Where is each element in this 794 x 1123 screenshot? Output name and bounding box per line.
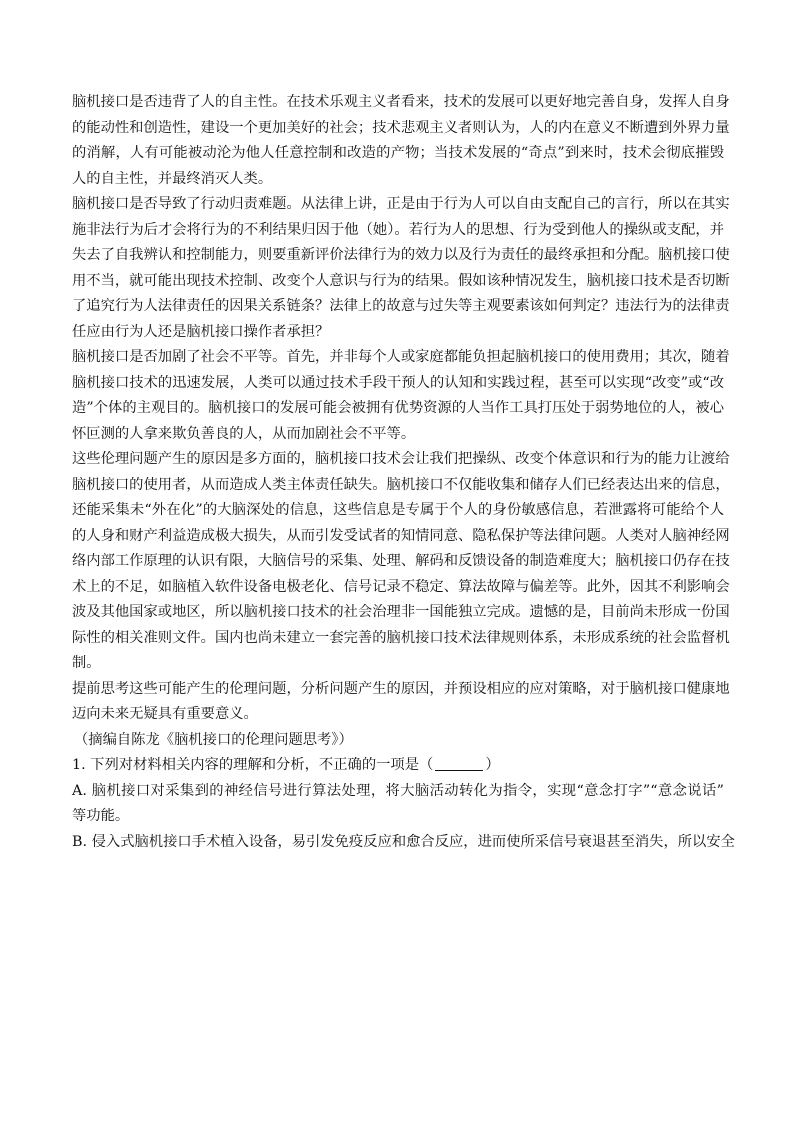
text-line: 失去了自我辨认和控制能力，则要重新评价法律行为的效力以及行为责任的最终承担和分配。脑机接口使	[72, 247, 730, 263]
text-line: 造”个体的主观目的。脑机接口的发展可能会被拥有优势资源的人当作工具打压处于弱势地位的人，被心	[72, 400, 724, 416]
text-line: 的消解，人有可能被动沦为他人任意控制和改造的产物；当技术发展的“奇点”到来时，技术会彻底摧毁	[72, 145, 724, 161]
text-line: 络内部工作原理的认识有限，大脑信号的采集、处理、解码和反馈设备的制造难度大；脑机接口仍存在技	[72, 553, 730, 569]
option-text-line: 等功能。	[72, 808, 130, 824]
text-line: 了追究行为人法律责任的因果关系链条？法律上的故意与过失等主观要素该如何判定？违法行为的法律责	[72, 298, 730, 314]
text-line: 脑机接口是否加剧了社会不平等。首先，并非每个人或家庭都能负担起脑机接口的使用费用；其次，随着	[72, 349, 730, 365]
paragraph-liability	[72, 192, 730, 345]
paragraph-inequality	[72, 345, 730, 447]
text-line: 脑机接口技术的迅速发展，人类可以通过技术手段干预人的认知和实践过程，甚至可以实现“改变”或“改	[72, 374, 724, 391]
text-line: 人的自主性，并最终消灭人类。	[72, 170, 273, 187]
text-line: 还能采集未“外在化”的大脑深处的信息，这些信息是专属于个人的身份敏感信息，若泄露将可能给个人	[72, 502, 724, 518]
option-a[interactable]	[72, 779, 724, 830]
paragraph-causes	[72, 447, 730, 677]
text-line: 的能动性和创造性，建设一个更加美好的社会；技术悲观主义者则认为，人的内在意义不断遭到外界力量	[72, 119, 730, 136]
option-b[interactable]	[72, 830, 735, 856]
text-line: 提前思考这些可能产生的伦理问题，分析问题产生的原因，并预设相应的应对策略，对于脑机接口健康地	[72, 680, 730, 697]
option-text-line: A. 脑机接口对采集到的神经信号进行算法处理，将大脑活动转化为指令，实现“意念打字”“意念说话”	[72, 782, 724, 799]
answer-blank[interactable]	[435, 756, 483, 771]
text-line: 际性的相关准则文件。国内也尚未建立一套完善的脑机接口技术法律规则体系，未形成系统的社会监督机	[72, 629, 730, 646]
text-line: 这些伦理问题产生的原因是多方面的，脑机接口技术会让我们把操纵、改变个体意识和行为的能力让渡给	[72, 451, 730, 467]
text-line: 制。	[72, 655, 101, 671]
text-line: 施非法行为后才会将行为的不利结果归因于他（她）。若行为人的思想、行为受到他人的操纵或支配，并	[72, 221, 724, 238]
paragraph-autonomy	[72, 90, 730, 192]
paragraph-conclusion	[72, 677, 730, 728]
text-line: 脑机接口是否导致了行动归责难题。从法律上讲，正是由于行为人可以自由支配自己的言行，所以在其实	[72, 196, 730, 212]
text-line: 迈向未来无疑具有重要意义。	[72, 706, 258, 722]
question-stem-close: ）	[485, 757, 500, 773]
text-line: 脑机接口的使用者，从而造成人类主体责任缺失。脑机接口不仅能收集和储存人们已经表达出来的信息，	[72, 476, 730, 493]
option-text-line: B. 侵入式脑机接口手术植入设备，易引发免疫反应和愈合反应，进而使所采信号衰退甚至消失，所以安全	[72, 833, 735, 850]
document-page	[72, 90, 735, 855]
question-stem	[72, 753, 724, 779]
text-line: 用不当，就可能出现技术控制、改变个人意识与行为的结果。假如该种情况发生，脑机接口技术是否切断	[72, 272, 730, 289]
text-line: 的人身和财产利益造成极大损失，从而引发受试者的知情同意、隐私保护等法律问题。人类对人脑神经网	[72, 527, 730, 544]
text-line: 术上的不足，如脑植入软件设备电极老化、信号记录不稳定、算法故障与偏差等。此外，因其不利影响会	[72, 578, 730, 595]
text-line: 波及其他国家或地区，所以脑机接口技术的社会治理非一国能独立完成。遗憾的是，目前尚未形成一份国	[72, 604, 730, 620]
question-stem-text: 1. 下列对材料相关内容的理解和分析，不正确的一项是（	[72, 757, 434, 773]
text-line: 任应由行为人还是脑机接口操作者承担？	[72, 323, 330, 340]
text-line: 怀叵测的人拿来欺负善良的人，从而加剧社会不平等。	[72, 425, 416, 442]
source-citation: （摘编自陈龙《脑机接口的伦理问题思考》）	[74, 731, 353, 748]
text-line: 脑机接口是否违背了人的自主性。在技术乐观主义者看来，技术的发展可以更好地完善自身，发挥人自身	[72, 94, 730, 110]
